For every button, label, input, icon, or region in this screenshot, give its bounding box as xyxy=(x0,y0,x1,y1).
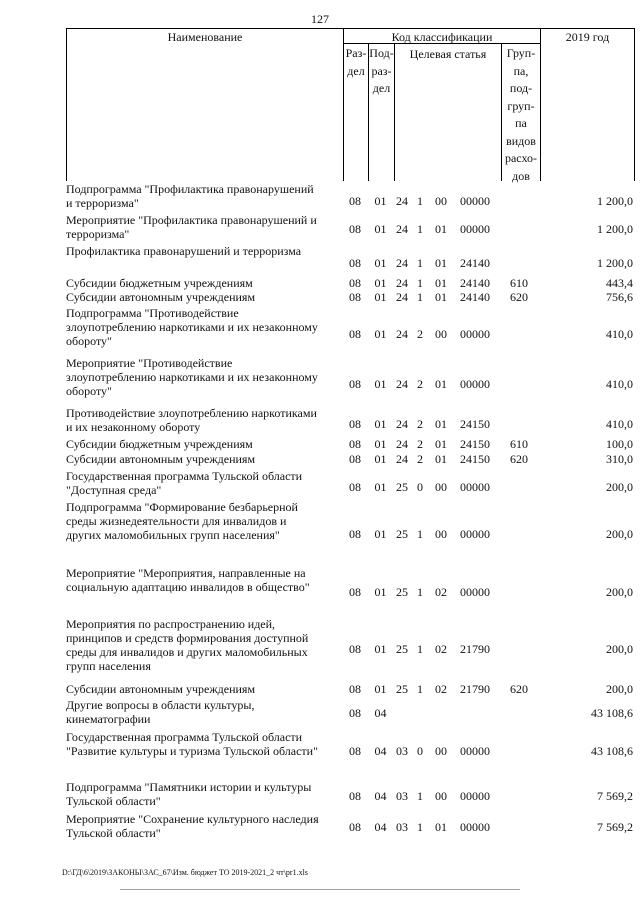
row-amount: 410,0 xyxy=(606,377,633,391)
bottom-divider xyxy=(120,889,520,890)
row-podrazdel: 01 xyxy=(374,222,387,236)
row-target-1: 24 xyxy=(396,377,408,391)
row-name: Мероприятия по распространению идей, принципов и средств формирования доступной среды для инвалидов и других маломобильных групп населения xyxy=(66,617,309,673)
row-amount: 200,0 xyxy=(606,480,633,494)
row-target-1: 25 xyxy=(396,585,408,599)
row-razdel: 08 xyxy=(349,789,361,803)
row-group: 610 xyxy=(510,276,528,290)
row-target-2: 1 xyxy=(417,276,423,290)
row-name: Субсидии автономным учреждениям xyxy=(66,290,256,304)
row-name: Государственная программа Тульской области "Развитие культуры и туризма Тульской области" xyxy=(66,730,318,758)
row-target-1: 03 xyxy=(396,820,408,834)
row-target-4: 00000 xyxy=(460,789,490,803)
row-target-2: 2 xyxy=(417,377,423,391)
row-name: Мероприятие "Мероприятия, направленные на социальную адаптацию инвалидов в общество" xyxy=(66,566,310,594)
row-podrazdel: 01 xyxy=(374,452,387,466)
row-amount: 200,0 xyxy=(606,527,633,541)
row-amount: 1 200,0 xyxy=(597,222,633,236)
row-target-4: 21790 xyxy=(460,642,490,656)
row-podrazdel: 04 xyxy=(374,820,387,834)
row-name: Подпрограмма "Памятники истории и культуры Тульской области" xyxy=(66,780,312,808)
row-target-2: 2 xyxy=(417,452,423,466)
row-target-1: 25 xyxy=(396,527,408,541)
row-razdel: 08 xyxy=(349,437,361,451)
row-target-1: 24 xyxy=(396,417,408,431)
row-amount: 1 200,0 xyxy=(597,256,633,270)
row-target-2: 1 xyxy=(417,642,423,656)
row-name: Субсидии автономным учреждениям xyxy=(66,452,256,466)
row-podrazdel: 01 xyxy=(374,276,387,290)
row-podrazdel: 01 xyxy=(374,527,387,541)
row-razdel: 08 xyxy=(349,290,361,304)
row-podrazdel: 04 xyxy=(374,744,387,758)
row-target-2: 0 xyxy=(417,480,423,494)
row-target-2: 1 xyxy=(417,194,423,208)
row-target-4: 00000 xyxy=(460,585,490,599)
row-target-4: 00000 xyxy=(460,480,490,494)
header-target: Целевая статья xyxy=(409,47,487,61)
row-target-4: 24150 xyxy=(460,437,490,451)
header-year: 2019 год xyxy=(565,30,610,44)
footer-path: D:\ГД\6\2019\ЗАКОНЫ\ЗАС_67\Изм. бюджет ТО 2019-2021_2 чт\pr1.xls xyxy=(62,868,308,877)
row-target-3: 02 xyxy=(435,682,447,696)
row-name: Подпрограмма "Профилактика правонарушений и терроризма" xyxy=(66,182,314,210)
row-razdel: 08 xyxy=(349,256,361,270)
row-target-3: 01 xyxy=(435,377,447,391)
row-target-3: 02 xyxy=(435,585,447,599)
row-target-4: 00000 xyxy=(460,377,490,391)
row-razdel: 08 xyxy=(349,327,361,341)
row-target-4: 00000 xyxy=(460,327,490,341)
row-target-3: 01 xyxy=(435,276,447,290)
row-target-4: 00000 xyxy=(460,820,490,834)
row-razdel: 08 xyxy=(349,585,361,599)
header-classification: Код классификации xyxy=(391,30,493,44)
row-razdel: 08 xyxy=(349,194,361,208)
row-amount: 310,0 xyxy=(606,452,633,466)
row-target-2: 1 xyxy=(417,682,423,696)
row-name: Мероприятие "Профилактика правонарушений и терроризма" xyxy=(66,213,317,241)
row-target-4: 00000 xyxy=(460,222,490,236)
row-podrazdel: 01 xyxy=(374,194,387,208)
row-name: Подпрограмма "Противодействие злоупотреблению наркотиками и их незаконному обороту" xyxy=(66,306,318,348)
row-target-2: 1 xyxy=(417,290,423,304)
row-amount: 200,0 xyxy=(606,682,633,696)
row-target-2: 1 xyxy=(417,256,423,270)
row-amount: 7 569,2 xyxy=(597,789,633,803)
row-podrazdel: 01 xyxy=(374,377,387,391)
row-podrazdel: 01 xyxy=(374,417,387,431)
row-amount: 43 108,6 xyxy=(591,706,633,720)
row-target-2: 2 xyxy=(417,327,423,341)
row-podrazdel: 04 xyxy=(374,789,387,803)
row-amount: 410,0 xyxy=(606,417,633,431)
row-target-1: 24 xyxy=(396,194,408,208)
row-target-2: 1 xyxy=(417,527,423,541)
row-target-1: 25 xyxy=(396,682,408,696)
row-name: Мероприятие "Сохранение культурного наследия Тульской области" xyxy=(66,812,319,840)
row-target-3: 00 xyxy=(435,527,447,541)
row-target-3: 00 xyxy=(435,194,447,208)
row-target-2: 1 xyxy=(417,789,423,803)
row-razdel: 08 xyxy=(349,744,361,758)
row-target-3: 00 xyxy=(435,744,447,758)
row-amount: 100,0 xyxy=(606,437,633,451)
row-target-4: 00000 xyxy=(460,527,490,541)
row-amount: 7 569,2 xyxy=(597,820,633,834)
row-target-3: 01 xyxy=(435,437,447,451)
row-target-1: 24 xyxy=(396,276,408,290)
header-name: Наименование xyxy=(167,30,243,44)
row-target-1: 03 xyxy=(396,789,408,803)
row-name: Субсидии бюджетным учреждениям xyxy=(66,276,253,290)
header-group: Груп- па, под- груп- па видов расхо- дов xyxy=(504,46,538,183)
row-name: Субсидии автономным учреждениям xyxy=(66,682,256,696)
row-group: 620 xyxy=(510,290,528,304)
row-name: Противодействие злоупотреблению наркотиками и их незаконному обороту xyxy=(66,406,317,434)
row-target-4: 24140 xyxy=(460,276,490,290)
row-razdel: 08 xyxy=(349,222,361,236)
row-amount: 200,0 xyxy=(606,585,633,599)
row-name: Подпрограмма "Формирование безбарьерной среды жизнедеятельности для инвалидов и других маломобильных групп населения" xyxy=(66,500,298,542)
row-target-2: 2 xyxy=(417,417,423,431)
row-amount: 410,0 xyxy=(606,327,633,341)
row-podrazdel: 01 xyxy=(374,642,387,656)
row-razdel: 08 xyxy=(349,642,361,656)
row-target-4: 21790 xyxy=(460,682,490,696)
row-razdel: 08 xyxy=(349,452,361,466)
row-name: Мероприятие "Противодействие злоупотреблению наркотиками и их незаконному обороту" xyxy=(66,356,318,398)
row-razdel: 08 xyxy=(349,527,361,541)
row-target-3: 01 xyxy=(435,222,447,236)
row-target-3: 00 xyxy=(435,480,447,494)
row-target-1: 24 xyxy=(396,327,408,341)
row-target-4: 24150 xyxy=(460,452,490,466)
row-podrazdel: 04 xyxy=(374,706,387,720)
row-razdel: 08 xyxy=(349,417,361,431)
row-target-3: 01 xyxy=(435,417,447,431)
header-podrazdel: Под- раз- дел xyxy=(369,46,394,95)
row-group: 610 xyxy=(510,437,528,451)
row-razdel: 08 xyxy=(349,820,361,834)
row-amount: 443,4 xyxy=(606,276,633,290)
row-podrazdel: 01 xyxy=(374,480,387,494)
row-podrazdel: 01 xyxy=(374,585,387,599)
row-target-4: 00000 xyxy=(460,744,490,758)
row-target-3: 01 xyxy=(435,820,447,834)
row-target-3: 00 xyxy=(435,327,447,341)
row-target-3: 01 xyxy=(435,452,447,466)
row-target-4: 00000 xyxy=(460,194,490,208)
row-target-4: 24140 xyxy=(460,290,490,304)
row-target-4: 24140 xyxy=(460,256,490,270)
row-amount: 1 200,0 xyxy=(597,194,633,208)
row-target-2: 1 xyxy=(417,820,423,834)
row-target-3: 01 xyxy=(435,256,447,270)
page-number: 127 xyxy=(311,12,329,26)
row-target-1: 24 xyxy=(396,290,408,304)
row-target-2: 0 xyxy=(417,744,423,758)
row-target-3: 02 xyxy=(435,642,447,656)
row-razdel: 08 xyxy=(349,682,361,696)
row-target-3: 00 xyxy=(435,789,447,803)
row-podrazdel: 01 xyxy=(374,682,387,696)
row-target-3: 01 xyxy=(435,290,447,304)
row-amount: 200,0 xyxy=(606,642,633,656)
row-target-4: 24150 xyxy=(460,417,490,431)
row-razdel: 08 xyxy=(349,276,361,290)
row-target-2: 2 xyxy=(417,437,423,451)
row-target-1: 03 xyxy=(396,744,408,758)
row-group: 620 xyxy=(510,452,528,466)
row-target-1: 24 xyxy=(396,437,408,451)
row-target-1: 24 xyxy=(396,222,408,236)
row-name: Государственная программа Тульской области "Доступная среда" xyxy=(66,469,303,497)
row-target-2: 1 xyxy=(417,585,423,599)
row-target-1: 25 xyxy=(396,480,408,494)
row-target-1: 24 xyxy=(396,452,408,466)
row-podrazdel: 01 xyxy=(374,327,387,341)
row-amount: 43 108,6 xyxy=(591,744,633,758)
header-razdel: Раз- дел xyxy=(345,46,367,78)
row-podrazdel: 01 xyxy=(374,256,387,270)
row-razdel: 08 xyxy=(349,480,361,494)
row-razdel: 08 xyxy=(349,377,361,391)
row-group: 620 xyxy=(510,682,528,696)
row-podrazdel: 01 xyxy=(374,437,387,451)
row-target-2: 1 xyxy=(417,222,423,236)
row-target-1: 25 xyxy=(396,642,408,656)
row-name: Субсидии бюджетным учреждениям xyxy=(66,437,253,451)
row-amount: 756,6 xyxy=(606,290,633,304)
row-name: Профилактика правонарушений и терроризма xyxy=(66,244,302,258)
row-razdel: 08 xyxy=(349,706,361,720)
row-name: Другие вопросы в области культуры, кинематографии xyxy=(66,698,255,726)
row-podrazdel: 01 xyxy=(374,290,387,304)
row-target-1: 24 xyxy=(396,256,408,270)
